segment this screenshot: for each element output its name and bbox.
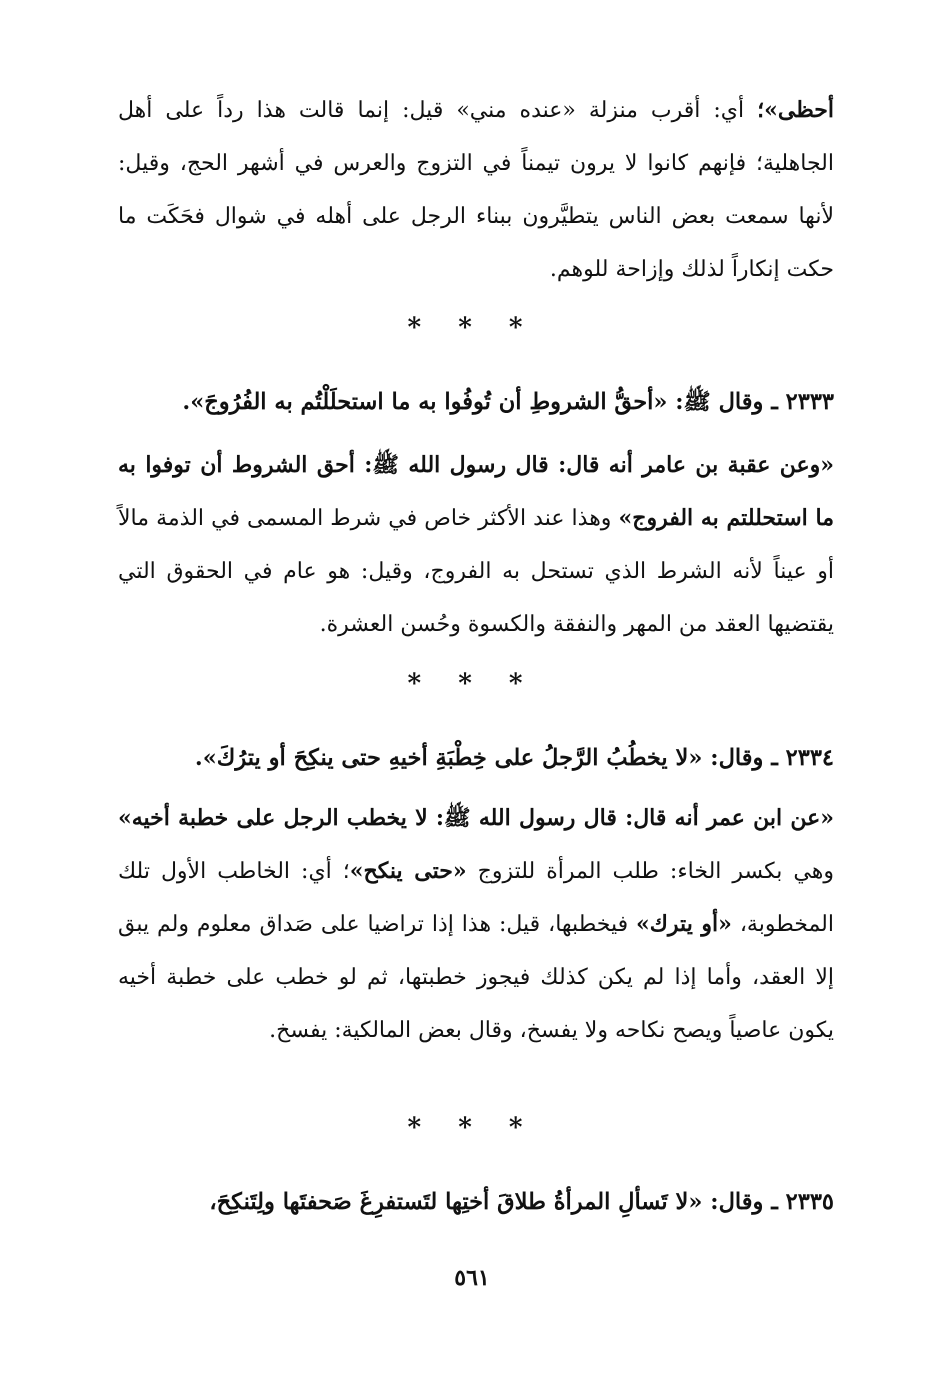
paragraph-text: وهذا عند الأكثر خاص في شرط المسمى في الذمة مالاً أو عيناً لأنه الشرط الذي تستحل به الفروج، وقيل: هو عام في الحقوق التي يقتضيها العقد من المهر والنفقة والكسوة وحُسن العشرة.	[118, 506, 834, 637]
paragraph-text: ؛ أي: الخاطب الأول تلك المخطوبة،	[118, 859, 834, 937]
quote-bold: «حتى ينكح»	[349, 858, 467, 884]
paragraph-commentary-2332	[118, 84, 834, 296]
page-number: ٥٦١	[454, 1265, 490, 1291]
quote-bold: أحظى»؛	[757, 97, 834, 123]
paragraph-commentary-2333	[118, 439, 834, 651]
hadith-heading-2333: ٢٣٣٣ ـ وقال ﷺ: «أحقُّ الشروطِ أن تُوفُوا به ما استحلَلْتُم به الفُرُوجَ».	[182, 389, 834, 415]
hadith-heading-2335: ٢٣٣٥ ـ وقال: «لا تَسألِ المرأةُ طلاقَ أختِها لتَستفرِغَ صَحفتَها ولِتَنكِحَ،	[209, 1189, 834, 1215]
paragraph-text: وهي بكسر الخاء: طلب المرأة للتزوج	[466, 859, 834, 884]
section-separator: * * *	[407, 669, 537, 699]
hadith-chain-bold: «وعن عقبة بن عامر أنه قال: قال رسول الله ﷺ: أحق الشروط أن توفوا به ما استحللتم به الفروج»	[118, 452, 834, 531]
paragraph-text: أي: أقرب منزلة «عنده مني» قيل: إنما قالت هذا رداً على أهل الجاهلية؛ فإنهم كانوا لا يرون تيمناً في التزوج والعرس في أشهر الحج، وقيل: لأنها سمعت بعض الناس يتطيَّرون ببناء الرجل على أهله في شوال فحَكَت ما حكت إنكاراً لذلك وإزاحة للوهم.	[118, 98, 834, 282]
paragraph-text: فيخطبها، قيل: هذا إذا تراضيا على صَداق معلوم ولم يبق إلا العقد، وأما إذا لم يكن كذلك فيجوز خطبتها، ثم لو خطب على خطبة أخيه يكون عاصياً ويصح نكاحه ولا يفسخ، وقال بعض المالكية: يفسخ.	[118, 912, 834, 1043]
quote-bold: «أو يترك»	[636, 911, 732, 937]
section-separator: * * *	[407, 313, 537, 343]
paragraph-commentary-2334	[118, 792, 834, 1057]
section-separator: * * *	[407, 1113, 537, 1143]
hadith-chain-bold: «عن ابن عمر أنه قال: قال رسول الله ﷺ: لا يخطب الرجل على خطبة أخيه»	[118, 805, 834, 831]
hadith-heading-2334: ٢٣٣٤ ـ وقال: «لا يخطُبُ الرَّجلُ على خِطْبَةِ أخيهِ حتى ينكِحَ أو يترُكَ».	[194, 745, 834, 771]
